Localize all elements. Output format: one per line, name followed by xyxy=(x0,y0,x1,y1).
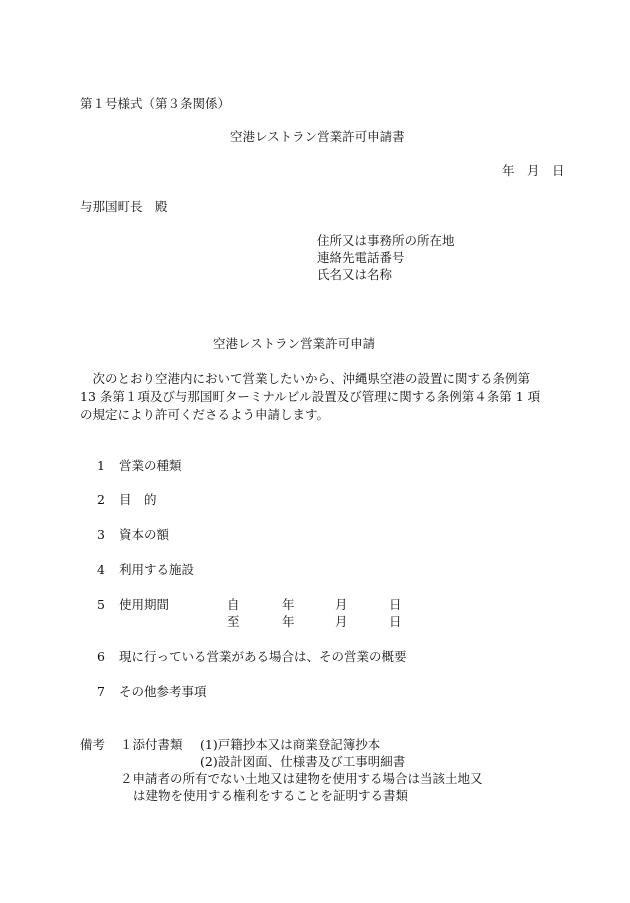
date-line: 年 月 日 xyxy=(502,163,565,178)
item-number: 4 xyxy=(97,562,105,577)
item-other-notes: その他参考事項 xyxy=(119,684,207,699)
item-business-type: 営業の種類 xyxy=(119,458,182,473)
item-number: 5 xyxy=(97,597,105,612)
period-year-label: 年 xyxy=(282,614,295,629)
item-number: 1 xyxy=(97,458,105,473)
period-year-label: 年 xyxy=(282,597,295,612)
document-title: 空港レストラン営業許可申請書 xyxy=(230,129,405,144)
period-from-label: 自 xyxy=(227,597,240,612)
addressee: 与那国町長 殿 xyxy=(80,199,168,214)
request-body-line: 13 条第１項及び与那国町ターミナルビル設置及び管理に関する条例第４条第 1 項 xyxy=(80,389,541,404)
period-to-label: 至 xyxy=(227,614,240,629)
request-body xyxy=(80,370,580,424)
period-month-label: 月 xyxy=(335,597,348,612)
note1-item1: (1)戸籍抄本又は商業登記簿抄本 xyxy=(200,737,381,752)
applicant-phone-label: 連絡先電話番号 xyxy=(317,250,405,265)
item-number: 2 xyxy=(97,492,105,507)
item-existing-business: 現に行っている営業がある場合は、その営業の概要 xyxy=(119,649,407,664)
request-subtitle: 空港レストラン営業許可申請 xyxy=(213,336,376,351)
period-month-label: 月 xyxy=(335,614,348,629)
item-capital: 資本の額 xyxy=(119,527,170,542)
item-number: 3 xyxy=(97,527,105,542)
item-number: 6 xyxy=(97,649,105,664)
note2-line1: ２申請者の所有でない土地又は建物を使用する場合は当該土地又 xyxy=(120,771,483,786)
item-purpose: 目 的 xyxy=(119,492,157,507)
request-body-line: の規定により許可くださるよう申請します。 xyxy=(80,407,330,422)
note1-item2: (2)設計図面、仕様書及び工事明細書 xyxy=(200,754,406,769)
applicant-address-label: 住所又は事務所の所在地 xyxy=(317,233,455,248)
note2-line2: は建物を使用する権利をすることを証明する書類 xyxy=(133,788,409,803)
period-day-label: 日 xyxy=(389,597,402,612)
period-day-label: 日 xyxy=(389,614,402,629)
applicant-name-label: 氏名又は名称 xyxy=(317,267,393,282)
item-facility: 利用する施設 xyxy=(119,562,195,577)
request-body-line: 次のとおり空港内において営業したいから、沖縄県空港の設置に関する条例第 xyxy=(80,371,531,386)
form-number: 第１号様式（第３条関係） xyxy=(80,96,231,111)
notes-label: 備考 xyxy=(80,737,106,752)
item-number: 7 xyxy=(97,684,105,699)
item-usage-period: 使用期間 xyxy=(119,597,170,612)
note1-head: １添付書類 xyxy=(120,737,183,752)
